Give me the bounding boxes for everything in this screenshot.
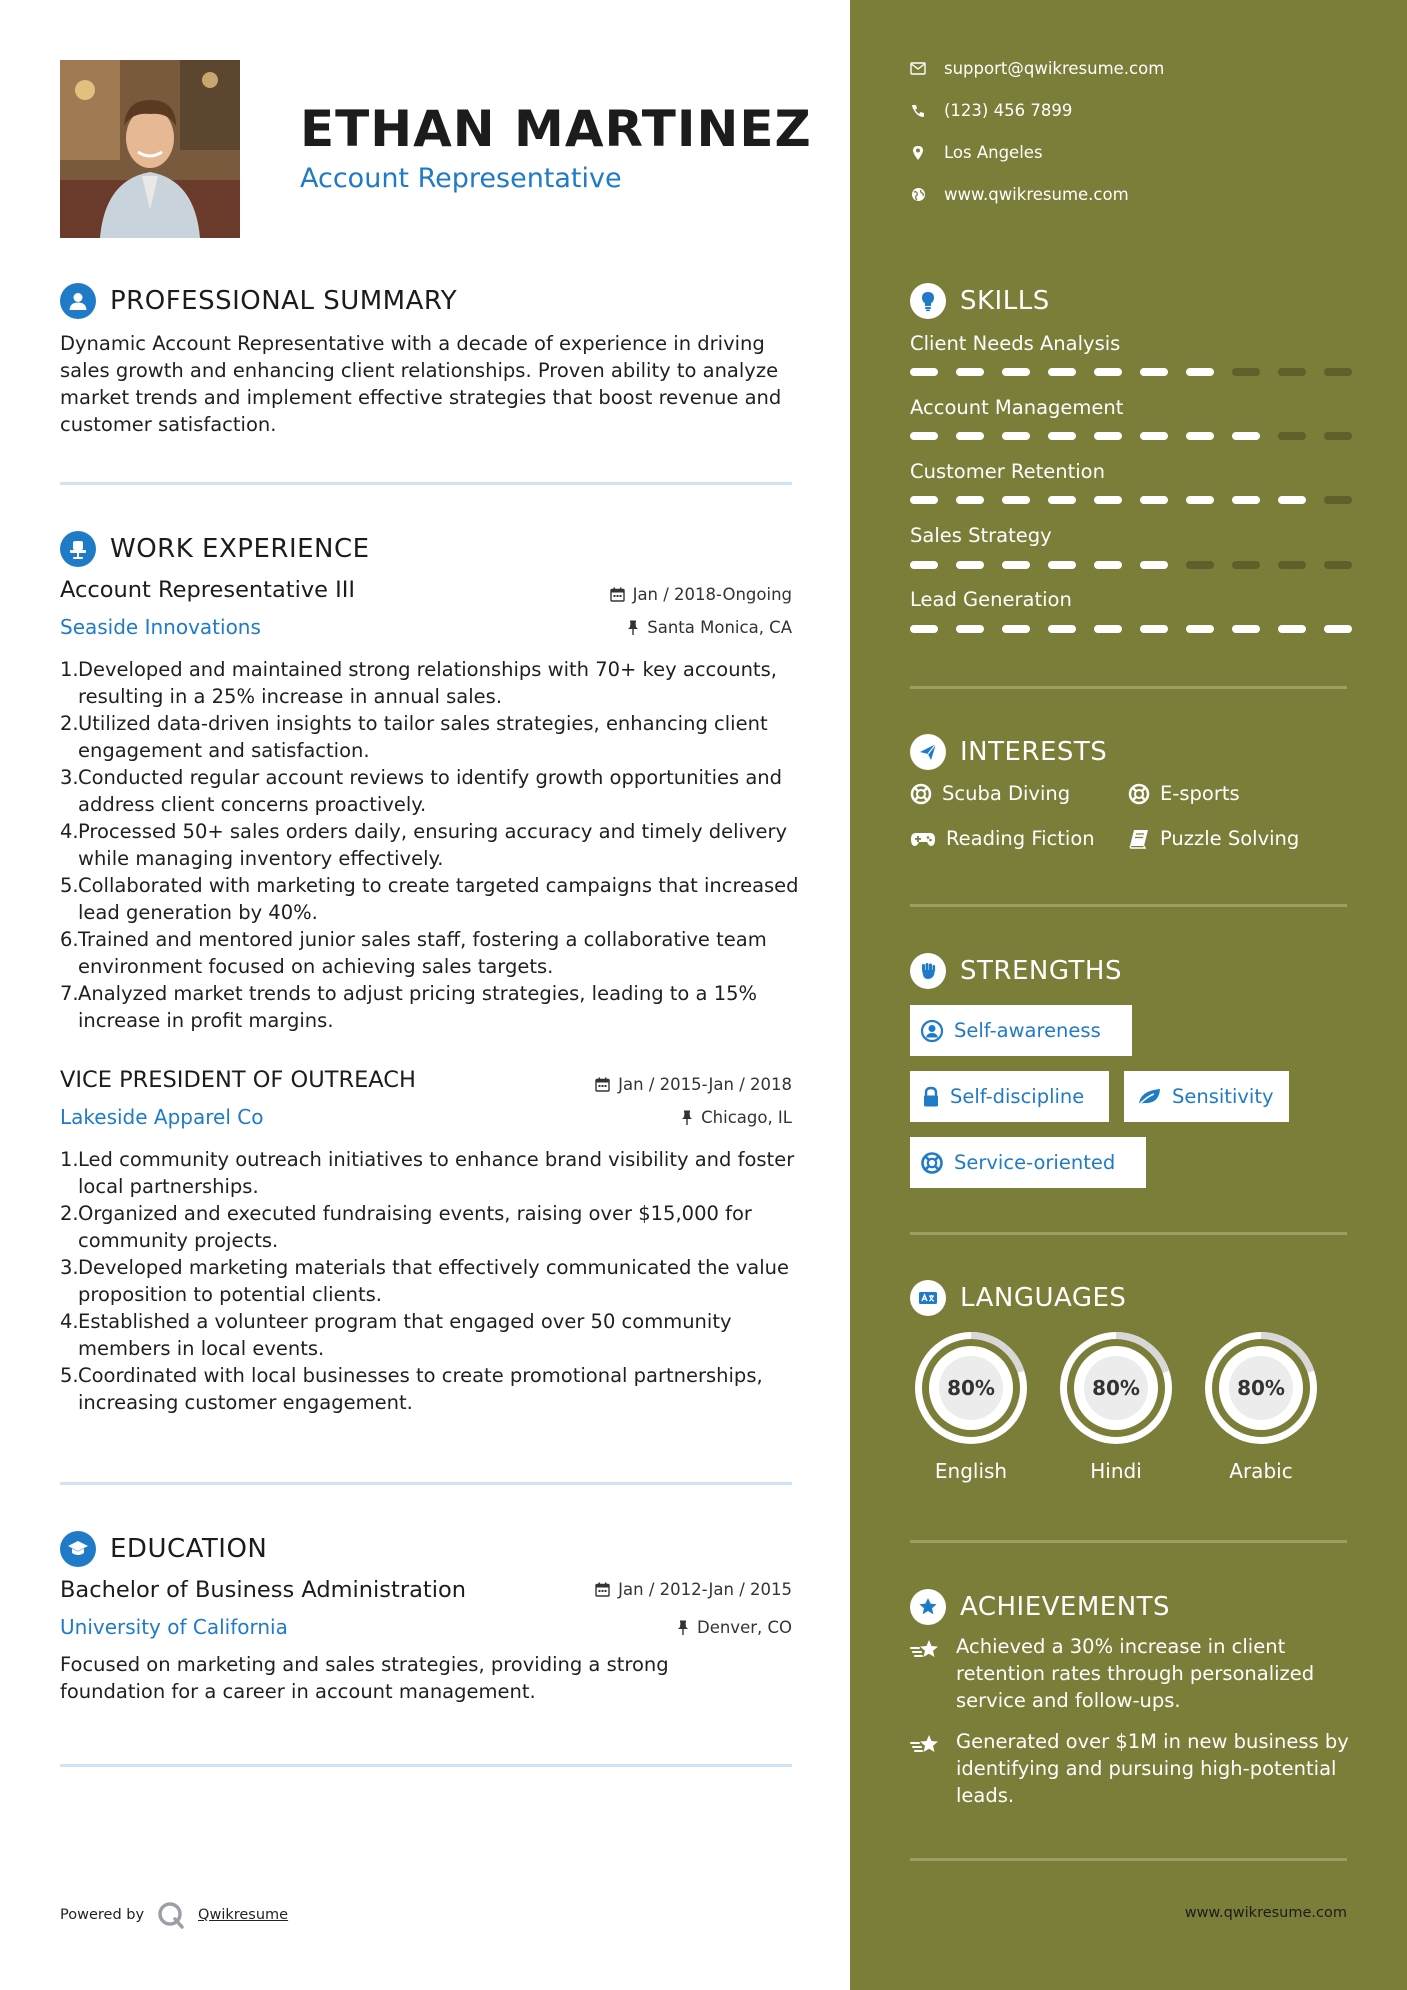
skill-level-segment bbox=[910, 432, 938, 440]
calendar-icon bbox=[595, 1077, 610, 1092]
skill-level-segment bbox=[1278, 368, 1306, 376]
school-name: University of California bbox=[60, 1615, 288, 1639]
skill-level-segment bbox=[1002, 368, 1030, 376]
education-heading bbox=[60, 1531, 267, 1567]
skill-level-segment bbox=[1002, 432, 1030, 440]
list-item: 3. Developed marketing materials that effectively communicated the value proposition to potential clients. bbox=[60, 1256, 789, 1306]
interest-item bbox=[910, 827, 1095, 850]
language-name: English bbox=[934, 1459, 1008, 1483]
interest-item bbox=[1128, 782, 1240, 805]
job-location bbox=[681, 1108, 792, 1127]
skill-name: Account Management bbox=[910, 396, 1124, 419]
fist-icon bbox=[910, 953, 946, 989]
education-date bbox=[595, 1580, 792, 1599]
pin-icon bbox=[681, 1110, 693, 1125]
summary-text: Dynamic Account Representative with a decade of experience in driving sales growth and enhancing client relationships. Proven ability to analyze market trends and implement effective strategies that boost revenue and customer satisfaction. bbox=[60, 332, 782, 436]
skill-name: Customer Retention bbox=[910, 460, 1105, 483]
gamepad-icon bbox=[910, 830, 936, 848]
education-title: EDUCATION bbox=[110, 1534, 268, 1564]
job-company: Lakeside Apparel Co bbox=[60, 1105, 264, 1129]
section-divider bbox=[910, 1232, 1347, 1235]
skill-level-segment bbox=[1140, 368, 1168, 376]
job-location-text: Santa Monica, CA bbox=[647, 618, 792, 637]
interest-label: Scuba Diving bbox=[942, 782, 1071, 805]
list-item: 6. Trained and mentored junior sales staff, fostering a collaborative team environment focused on achieving sales targets. bbox=[60, 928, 767, 978]
achievement-item bbox=[910, 1728, 1350, 1809]
skill-level-segment bbox=[1232, 368, 1260, 376]
powered-by-label: Powered by bbox=[60, 1907, 145, 1923]
skill-level-segment bbox=[1140, 432, 1168, 440]
summary-heading bbox=[60, 283, 457, 319]
job-date-text: Jan / 2015-Jan / 2018 bbox=[618, 1075, 792, 1094]
skill-level-segment bbox=[956, 432, 984, 440]
skill-level-segment bbox=[1094, 496, 1122, 504]
section-divider bbox=[910, 904, 1347, 907]
skill-level-segment bbox=[1002, 561, 1030, 569]
language-percent: 80% bbox=[1237, 1376, 1285, 1400]
skill-level-segment bbox=[1232, 432, 1260, 440]
location-text: Los Angeles bbox=[944, 143, 1043, 162]
skill-level-segment bbox=[1094, 368, 1122, 376]
skill-level-segment bbox=[1094, 432, 1122, 440]
skill-level-segment bbox=[1278, 561, 1306, 569]
skill-level-segment bbox=[1278, 432, 1306, 440]
interest-label: Reading Fiction bbox=[946, 827, 1095, 850]
job-duties-list bbox=[60, 1146, 800, 1416]
calendar-icon bbox=[595, 1582, 610, 1597]
degree-title: Bachelor of Business Administration bbox=[60, 1577, 466, 1603]
list-item: 1. Developed and maintained strong relationships with 70+ key accounts, resulting in a 25% increase in annual sales. bbox=[60, 658, 777, 708]
section-divider bbox=[910, 686, 1347, 689]
section-divider bbox=[910, 1858, 1347, 1861]
skill-level-bar bbox=[910, 496, 1352, 504]
skill-level-segment bbox=[1278, 625, 1306, 633]
skill-level-segment bbox=[1186, 625, 1214, 633]
lifebuoy-icon bbox=[920, 1151, 944, 1175]
list-item: 4. Processed 50+ sales orders daily, ensuring accuracy and timely delivery while managing inventory effectively. bbox=[60, 820, 788, 870]
list-item: 1. Led community outreach initiatives to enhance brand visibility and foster local partnerships. bbox=[60, 1148, 795, 1198]
language-name: Hindi bbox=[1090, 1459, 1142, 1483]
skills-title: SKILLS bbox=[960, 286, 1050, 316]
experience-title: WORK EXPERIENCE bbox=[110, 534, 370, 564]
interests-title: INTERESTS bbox=[960, 737, 1108, 767]
education-date-text: Jan / 2012-Jan / 2015 bbox=[618, 1580, 792, 1599]
language-item bbox=[1200, 1327, 1322, 1483]
skill-level-segment bbox=[1278, 496, 1306, 504]
powered-by bbox=[60, 1900, 288, 1930]
skill-level-segment bbox=[1002, 496, 1030, 504]
skill-level-segment bbox=[1186, 432, 1214, 440]
leaf-icon bbox=[1136, 1087, 1162, 1107]
user-circle-icon bbox=[920, 1019, 944, 1043]
job-location-text: Chicago, IL bbox=[701, 1108, 792, 1127]
phone-text: (123) 456 7899 bbox=[944, 101, 1073, 120]
email-text[interactable]: support@qwikresume.com bbox=[944, 59, 1165, 78]
skill-level-segment bbox=[1048, 496, 1076, 504]
strength-badge bbox=[910, 1005, 1132, 1056]
contact-location bbox=[910, 143, 1043, 162]
skill-name: Client Needs Analysis bbox=[910, 332, 1121, 355]
list-item: 5. Collaborated with marketing to create targeted campaigns that increased lead generation by 40%. bbox=[60, 874, 799, 924]
section-divider bbox=[60, 1764, 792, 1767]
job-date bbox=[610, 585, 792, 604]
skill-level-segment bbox=[1048, 625, 1076, 633]
section-divider bbox=[60, 1482, 792, 1485]
strength-badge bbox=[1124, 1071, 1289, 1122]
profile-photo bbox=[60, 60, 240, 238]
list-item: 2. Organized and executed fundraising events, raising over $15,000 for community projects. bbox=[60, 1202, 752, 1252]
list-item: 2. Utilized data-driven insights to tailor sales strategies, enhancing client engagement and satisfaction. bbox=[60, 712, 768, 762]
strengths-heading bbox=[910, 953, 1122, 989]
job-date-text: Jan / 2018-Ongoing bbox=[632, 585, 792, 604]
job-company: Seaside Innovations bbox=[60, 615, 261, 639]
job-date bbox=[595, 1075, 792, 1094]
language-icon bbox=[910, 1280, 946, 1316]
skill-level-segment bbox=[1140, 561, 1168, 569]
strength-badge bbox=[910, 1071, 1109, 1122]
skill-level-bar bbox=[910, 561, 1352, 569]
strength-label: Self-discipline bbox=[950, 1085, 1085, 1108]
achievement-item bbox=[910, 1633, 1350, 1714]
shooting-star-icon bbox=[910, 1633, 944, 1714]
languages-title: LANGUAGES bbox=[960, 1283, 1127, 1313]
phone-icon bbox=[910, 103, 926, 119]
skill-level-segment bbox=[910, 368, 938, 376]
education-location bbox=[677, 1618, 792, 1637]
qwikresume-logo-icon bbox=[156, 1900, 186, 1930]
achievements-heading bbox=[910, 1589, 1170, 1625]
skill-level-segment bbox=[1186, 368, 1214, 376]
job-title: Account Representative III bbox=[60, 577, 356, 603]
language-gauge bbox=[1200, 1327, 1322, 1449]
candidate-name: ETHAN MARTINEZ bbox=[300, 100, 812, 158]
skill-level-segment bbox=[1232, 561, 1260, 569]
interests-heading bbox=[910, 734, 1107, 770]
list-item: 7. Analyzed market trends to adjust pricing strategies, leading to a 15% increase in profit margins. bbox=[60, 982, 758, 1032]
skill-level-bar bbox=[910, 432, 1352, 440]
summary-title: PROFESSIONAL SUMMARY bbox=[110, 286, 458, 316]
skill-level-segment bbox=[1232, 496, 1260, 504]
paper-plane-icon bbox=[910, 734, 946, 770]
skill-level-segment bbox=[1048, 368, 1076, 376]
language-gauge bbox=[910, 1327, 1032, 1449]
skill-level-segment bbox=[1002, 625, 1030, 633]
achievement-text: Achieved a 30% increase in client retention rates through personalized service and follow-ups. bbox=[956, 1635, 1315, 1712]
contact-email bbox=[910, 59, 1164, 78]
skill-level-segment bbox=[1324, 368, 1352, 376]
skills-heading bbox=[910, 283, 1050, 319]
sidebar bbox=[850, 0, 1407, 1990]
skill-level-segment bbox=[910, 625, 938, 633]
lifebuoy-icon bbox=[910, 783, 932, 805]
job-duties-list bbox=[60, 656, 800, 1034]
skill-level-segment bbox=[1048, 561, 1076, 569]
skill-level-segment bbox=[1324, 496, 1352, 504]
language-item bbox=[1055, 1327, 1177, 1483]
language-item bbox=[910, 1327, 1032, 1483]
skill-level-segment bbox=[1048, 432, 1076, 440]
skill-level-segment bbox=[910, 496, 938, 504]
skill-level-segment bbox=[956, 368, 984, 376]
pin-icon bbox=[677, 1620, 689, 1635]
education-text: Focused on marketing and sales strategies, providing a strong foundation for a career in account management. bbox=[60, 1653, 669, 1703]
globe-icon bbox=[910, 187, 926, 203]
list-item: 4. Established a volunteer program that engaged over 50 community members in local events. bbox=[60, 1310, 732, 1360]
calendar-icon bbox=[610, 587, 625, 602]
user-icon bbox=[60, 283, 96, 319]
pin-icon bbox=[627, 620, 639, 635]
star-badge-icon bbox=[910, 1589, 946, 1625]
interest-label: E-sports bbox=[1160, 782, 1240, 805]
skill-name: Sales Strategy bbox=[910, 524, 1052, 547]
skill-level-segment bbox=[956, 496, 984, 504]
education-location-text: Denver, CO bbox=[696, 1618, 792, 1637]
language-gauge bbox=[1055, 1327, 1177, 1449]
section-divider bbox=[60, 482, 792, 485]
interest-item bbox=[1128, 827, 1299, 850]
language-percent: 80% bbox=[947, 1376, 995, 1400]
contact-phone bbox=[910, 101, 1072, 120]
strength-badge bbox=[910, 1137, 1146, 1188]
qwikresume-link[interactable]: Qwikresume bbox=[198, 1907, 289, 1923]
skill-name: Lead Generation bbox=[910, 588, 1072, 611]
briefcase-chair-icon bbox=[60, 531, 96, 567]
skill-level-segment bbox=[1094, 561, 1122, 569]
candidate-role: Account Representative bbox=[300, 163, 622, 194]
skill-level-segment bbox=[1140, 625, 1168, 633]
skill-level-segment bbox=[1324, 625, 1352, 633]
map-pin-icon bbox=[910, 145, 926, 161]
experience-heading bbox=[60, 531, 370, 567]
skill-level-segment bbox=[956, 625, 984, 633]
achievement-text: Generated over $1M in new business by identifying and pursuing high-potential leads. bbox=[956, 1730, 1349, 1807]
skill-level-segment bbox=[1140, 496, 1168, 504]
language-percent: 80% bbox=[1092, 1376, 1140, 1400]
job-title: VICE PRESIDENT OF OUTREACH bbox=[60, 1067, 416, 1093]
skill-level-segment bbox=[1324, 432, 1352, 440]
achievements-title: ACHIEVEMENTS bbox=[960, 1592, 1171, 1622]
job-location bbox=[627, 618, 792, 637]
section-divider bbox=[910, 1540, 1347, 1543]
strength-label: Self-awareness bbox=[954, 1019, 1101, 1042]
interest-label: Puzzle Solving bbox=[1160, 827, 1300, 850]
lock-icon bbox=[922, 1086, 940, 1108]
languages-heading bbox=[910, 1280, 1126, 1316]
skill-level-bar bbox=[910, 368, 1352, 376]
shooting-star-icon bbox=[910, 1728, 944, 1809]
book-icon bbox=[1128, 829, 1150, 849]
strengths-title: STRENGTHS bbox=[960, 956, 1122, 986]
skill-level-segment bbox=[910, 561, 938, 569]
envelope-icon bbox=[910, 61, 926, 77]
skill-level-segment bbox=[956, 561, 984, 569]
interest-item bbox=[910, 782, 1070, 805]
skill-level-segment bbox=[1324, 561, 1352, 569]
list-item: 5. Coordinated with local businesses to create promotional partnerships, increasing customer engagement. bbox=[60, 1364, 763, 1414]
skill-level-segment bbox=[1186, 496, 1214, 504]
strength-label: Service-oriented bbox=[954, 1151, 1116, 1174]
graduation-icon bbox=[60, 1531, 96, 1567]
language-name: Arabic bbox=[1229, 1459, 1293, 1483]
skill-level-segment bbox=[1232, 625, 1260, 633]
lifebuoy-icon bbox=[1128, 783, 1150, 805]
footer-website[interactable]: www.qwikresume.com bbox=[1184, 1905, 1347, 1921]
contact-website bbox=[910, 185, 1129, 204]
skill-level-segment bbox=[1186, 561, 1214, 569]
website-text[interactable]: www.qwikresume.com bbox=[944, 185, 1129, 204]
skill-level-bar bbox=[910, 625, 1352, 633]
strength-label: Sensitivity bbox=[1172, 1085, 1274, 1108]
skill-level-segment bbox=[1094, 625, 1122, 633]
list-item: 3. Conducted regular account reviews to identify growth opportunities and address client concerns proactively. bbox=[60, 766, 783, 816]
lightbulb-icon bbox=[910, 283, 946, 319]
